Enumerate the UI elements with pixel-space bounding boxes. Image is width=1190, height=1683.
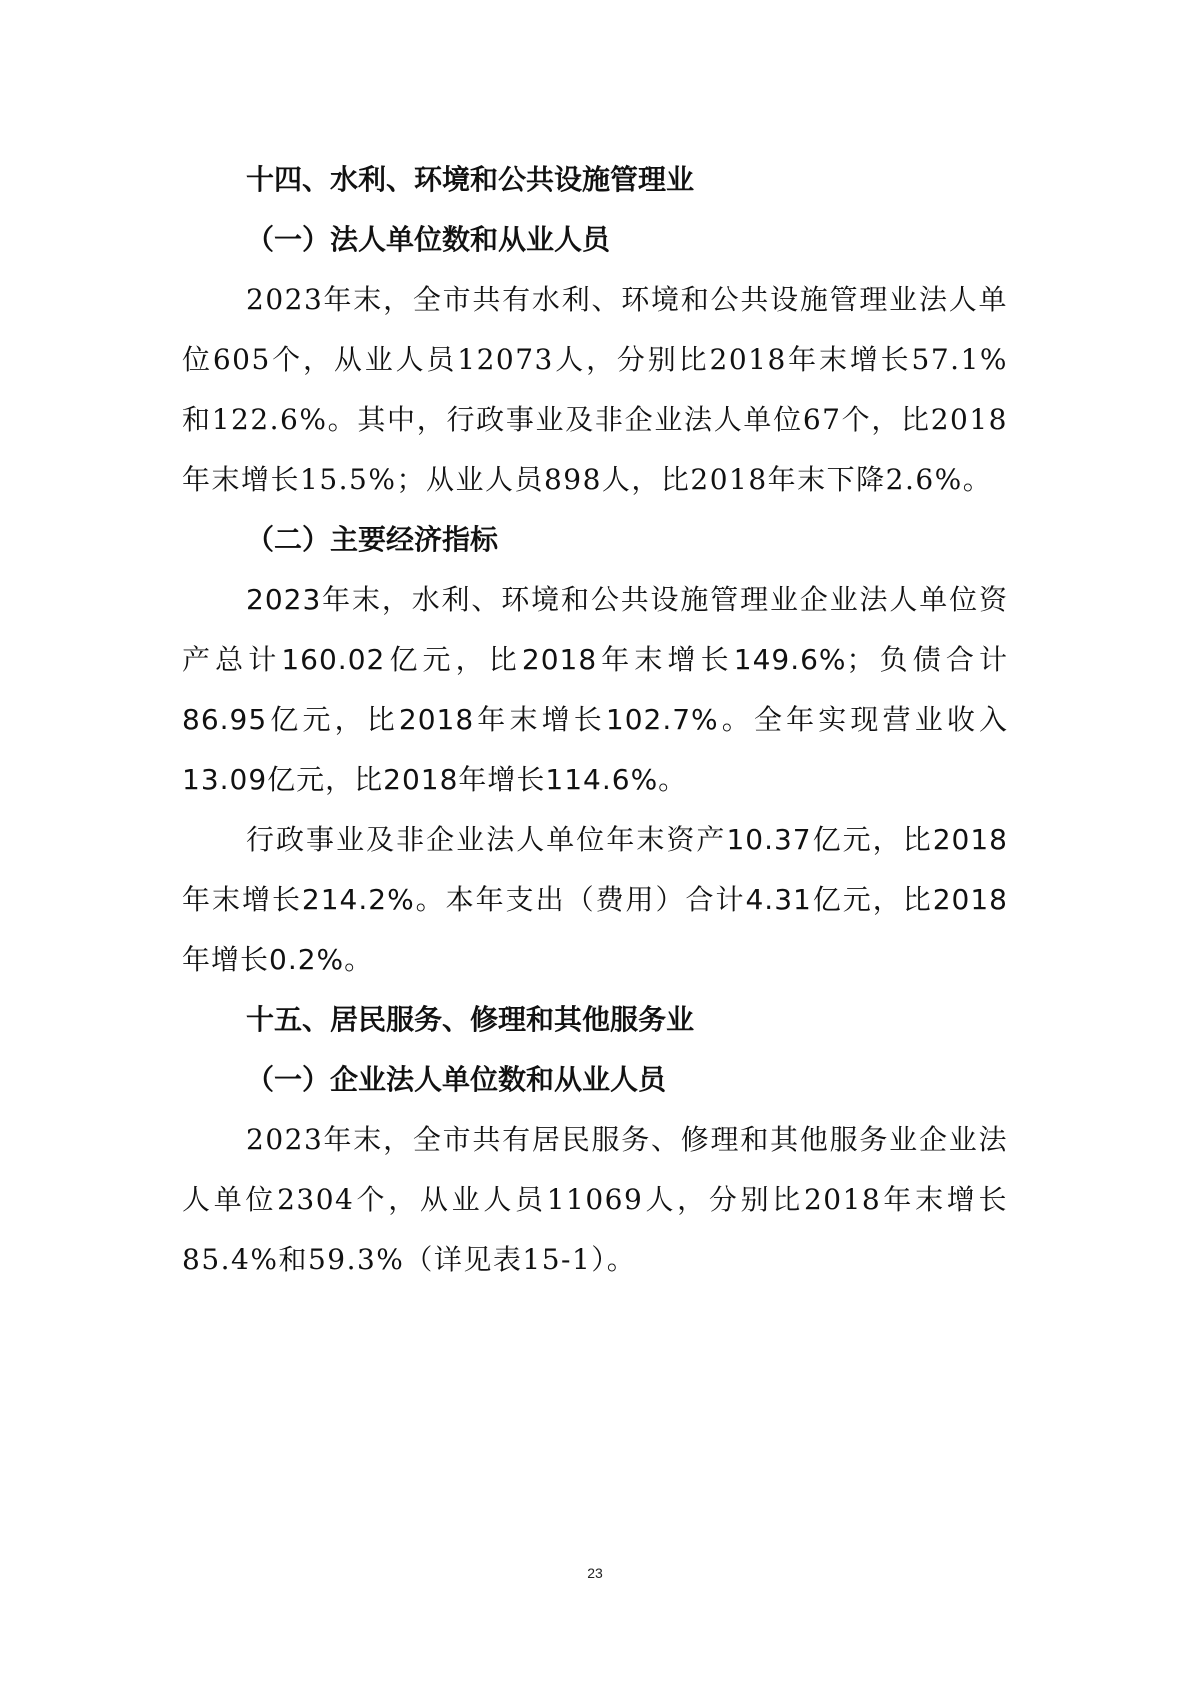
section-14-2-paragraph-1: 2023年末，水利、环境和公共设施管理业企业法人单位资产总计160.02亿元，比2018年末增长149.6%；负债合计86.95亿元，比2018年末增长102.7%。全年实现营业收入13.09亿元，比2018年增长114.6%。 [182, 583, 1008, 796]
section-14-heading: 十四、水利、环境和公共设施管理业 [246, 163, 695, 196]
section-14-1-heading: （一）法人单位数和从业人员 [246, 223, 611, 256]
section-15-1-heading: （一）企业法人单位数和从业人员 [246, 1063, 667, 1096]
section-14-2-heading: （二）主要经济指标 [246, 523, 499, 556]
page-content [182, 150, 1008, 1290]
section-14-2-paragraph-2: 行政事业及非企业法人单位年末资产10.37亿元，比2018年末增长214.2%。本年支出（费用）合计4.31亿元，比2018年增长0.2%。 [182, 823, 1008, 976]
page-number: 23 [587, 1565, 603, 1581]
section-14-1-paragraph: 2023年末，全市共有水利、环境和公共设施管理业法人单位605个，从业人员12073人，分别比2018年末增长57.1%和122.6%。其中，行政事业及非企业法人单位67个，比2018年末增长15.5%；从业人员898人，比2018年末下降2.6%。 [182, 283, 1008, 496]
section-15-1-paragraph: 2023年末，全市共有居民服务、修理和其他服务业企业法人单位2304个，从业人员11069人，分别比2018年末增长85.4%和59.3%（详见表15-1）。 [182, 1123, 1008, 1276]
section-15-heading: 十五、居民服务、修理和其他服务业 [246, 1003, 695, 1036]
